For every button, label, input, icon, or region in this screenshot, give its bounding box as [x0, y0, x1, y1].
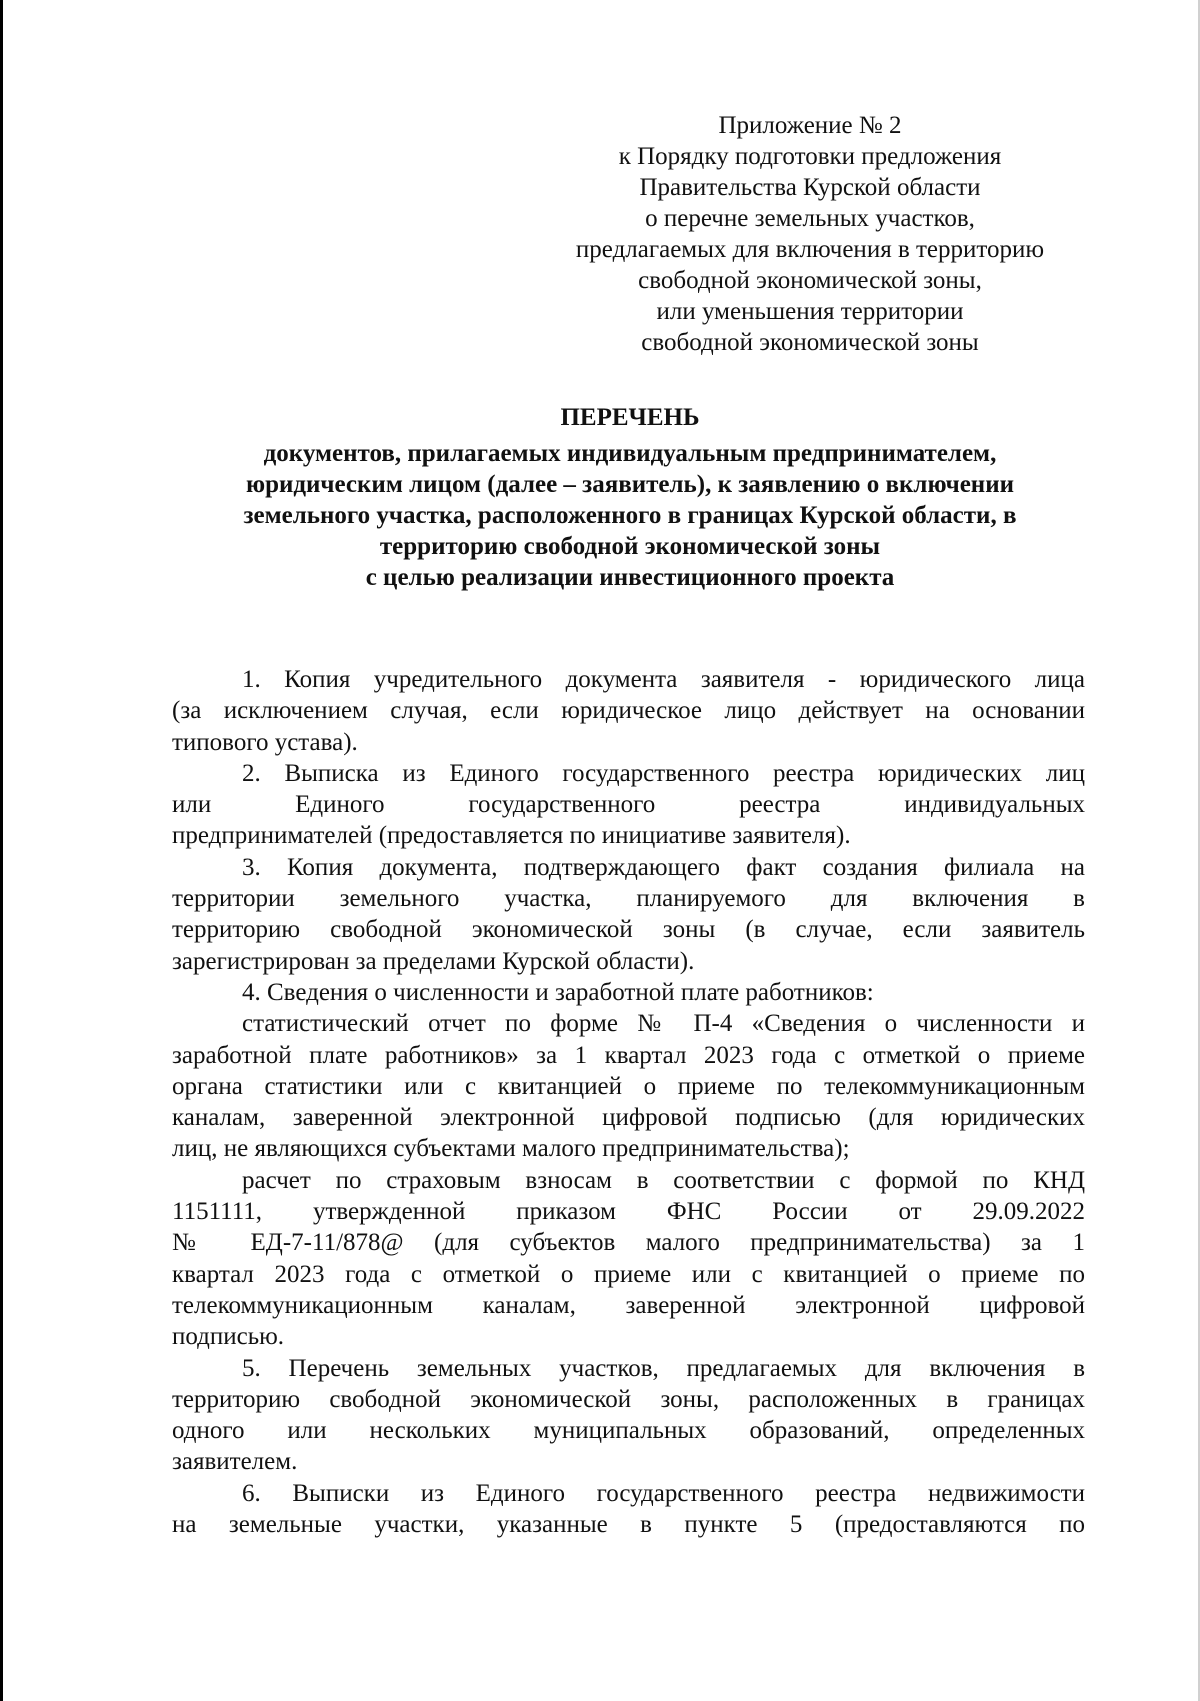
- appendix-line: к Порядку подготовки предложения: [618, 143, 1002, 170]
- text-line: предпринимателей (предоставляется по инициативе заявителя).: [172, 822, 851, 850]
- text-line: 6. Выписки из Единого государственного реестра недвижимости: [242, 1479, 1085, 1507]
- text-line: подписью.: [172, 1323, 285, 1351]
- text-line: квартал 2023 года с отметкой о приеме или с квитанцией о приеме по: [172, 1260, 1085, 1288]
- list-item-3: [172, 852, 1085, 977]
- title-line: юридическим лицом (далее – заявитель), к заявлению о включении: [245, 471, 1015, 498]
- text-line: 4. Сведения о численности и заработной плате работников:: [242, 978, 874, 1006]
- text-line: одного или нескольких муниципальных образований, определенных: [172, 1417, 1085, 1445]
- text-line: 1151111, утвержденной приказом ФНС России от 29.09.2022: [172, 1198, 1085, 1226]
- title-line: с целью реализации инвестиционного проекта: [365, 564, 895, 591]
- list-item-1: [172, 664, 1085, 758]
- text-line: или Единого государственного реестра индивидуальных: [172, 791, 1085, 819]
- text-line: 1. Копия учредительного документа заявителя - юридического лица: [242, 666, 1085, 693]
- appendix-line: предлагаемых для включения в территорию: [575, 236, 1045, 263]
- text-line: телекоммуникационным каналам, заверенной электронной цифровой: [172, 1291, 1085, 1319]
- text-line: (за исключением случая, если юридическое лицо действует на основании: [172, 697, 1085, 725]
- appendix-line: или уменьшения территории: [656, 298, 964, 325]
- text-line: территории земельного участка, планируемого для включения в: [172, 885, 1085, 913]
- appendix-line: Правительства Курской области: [639, 174, 981, 201]
- text-line: № ЕД-7-11/878@ (для субъектов малого предпринимательства) за 1: [172, 1229, 1085, 1257]
- appendix-line: о перечне земельных участков,: [645, 205, 975, 232]
- appendix-line: Приложение № 2: [718, 112, 902, 139]
- text-line: органа статистики или с квитанцией о приеме по телекоммуникационным: [172, 1072, 1085, 1100]
- text-line: территорию свободной экономической зоны (в случае, если заявитель: [172, 916, 1085, 944]
- text-line: территорию свободной экономической зоны, расположенных в границах: [172, 1385, 1085, 1413]
- title-heading: ПЕРЕЧЕНЬ: [560, 404, 700, 431]
- text-line: заявителем.: [172, 1448, 298, 1476]
- text-line: 3. Копия документа, подтверждающего факт создания филиала на: [242, 853, 1085, 881]
- text-line: статистический отчет по форме № П-4 «Сведения о численности и: [242, 1010, 1085, 1038]
- appendix-line: свободной экономической зоны: [641, 329, 979, 356]
- appendix-header: [530, 110, 1090, 358]
- list-item-4: [172, 977, 1085, 1008]
- list-item-4-insurance-calculation: [172, 1165, 1085, 1353]
- list-item-5: [172, 1353, 1085, 1478]
- document-body: [172, 664, 1085, 1540]
- text-line: 2. Выписка из Единого государственного реестра юридических лиц: [242, 759, 1085, 787]
- text-line: на земельные участки, указанные в пункте 5 (предоставляются по: [172, 1511, 1085, 1539]
- text-line: каналам, заверенной электронной цифровой подписью (для юридических: [172, 1104, 1085, 1132]
- scan-left-edge: [0, 0, 3, 1701]
- list-item-2: [172, 758, 1085, 852]
- text-line: расчет по страховым взносам в соответствии с формой по КНД: [242, 1166, 1085, 1194]
- text-line: зарегистрирован за пределами Курской области).: [172, 947, 695, 975]
- title-line: земельного участка, расположенного в границах Курской области, в: [243, 502, 1017, 529]
- text-line: 5. Перечень земельных участков, предлагаемых для включения в: [242, 1354, 1085, 1382]
- text-line: типового устава).: [172, 728, 358, 756]
- list-item-6: [172, 1478, 1085, 1541]
- text-line: заработной плате работников» за 1 квартал 2023 года с отметкой о приеме: [172, 1041, 1085, 1069]
- title-line: территорию свободной экономической зоны: [379, 533, 881, 560]
- list-item-4-statistics-report: [172, 1008, 1085, 1164]
- text-line: лиц, не являющихся субъектами малого предпринимательства);: [172, 1135, 850, 1163]
- title-line: документов, прилагаемых индивидуальным предпринимателем,: [263, 440, 997, 467]
- appendix-line: свободной экономической зоны,: [638, 267, 982, 294]
- document-title: [150, 402, 1110, 593]
